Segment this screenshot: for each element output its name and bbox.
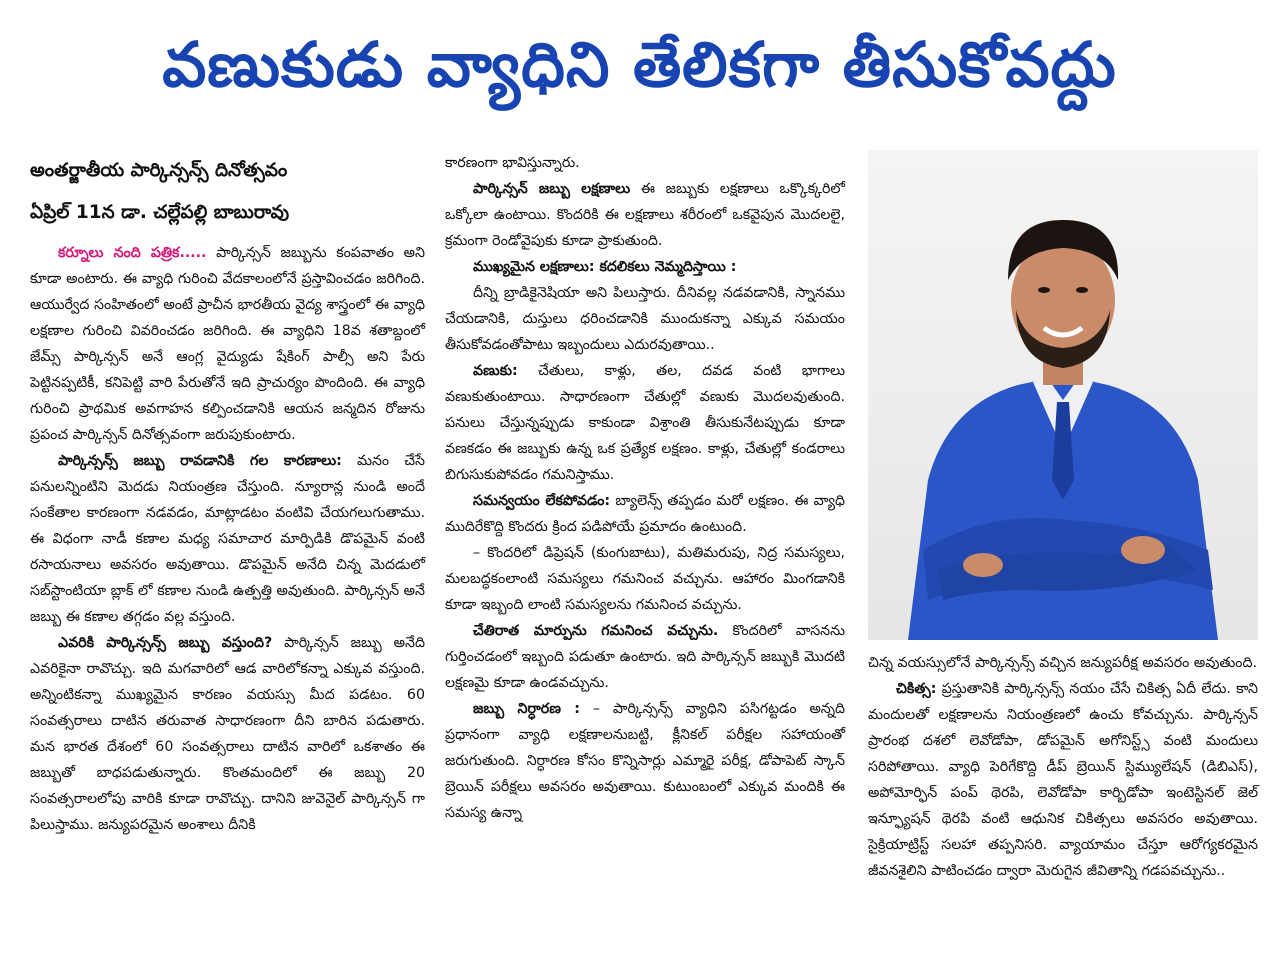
paragraph-other-symptoms: – కొందరిలో డిప్రెషన్ (కుంగుబాటు), మతిమరుపు, నిద్ర సమస్యలు, మలబద్ధకంలాంటి సమస్యలు గమనించ వచ్చును. ఆహారం మింగడానికి కూడా ఇబ్బంది లాంటి సమస్యలను గమనించ వచ్చును.: [445, 545, 845, 613]
subhead-causes: పార్కిన్సన్స్ జబ్బు రావడానికి గల కారణాలు:: [58, 453, 342, 469]
subhead-diagnosis: జబ్బు నిర్ధారణ :: [473, 701, 580, 717]
paragraph-diagnosis-text: – పార్కిన్సన్స్ వ్యాధిని పసిగట్టడం అన్నది ప్రధానంగా వ్యాధి లక్షణాలనుబట్టి, క్లీనికల్ పరీక్షల సహాయంతో జరుగుతుంది. నిర్ధారణ కోసం కొన్నిసార్లు ఎమ్మారై పరీక్ష, డోపాపెట్ స్కాన్ బ్రెయిన్ పరీక్షలు అవసరం అవుతాయి. కుటుంబంలో ఎక్కువ మందికి ఈ సమస్య ఉన్నా: [445, 701, 845, 821]
headline: వణుకుడు వ్యాధిని తేలికగా తీసుకోవద్దు: [162, 28, 1117, 101]
paragraph-intro-text: పార్కిన్సన్ జబ్బును కంపవాతం అని కూడా అంటారు. ఈ వ్యాధి గురించి వేదకాలంలోనే ప్రస్తావించడం జరిగింది. ఆయుర్వేద సంహితంలో అంటే ప్రాచీన భారతీయ వైద్య శాస్త్రంలో ఈ వ్యాధి లక్షణాల గురించి వివరించడం జరిగింది. ఈ వ్యాధిని 18వ శతాబ్దంలో జేమ్స్ పార్కిన్సన్ అనే ఆంగ్ల వైద్యుడు షేకింగ్ పాల్సీ అని పేరు పెట్టినప్పటికీ, కనిపెట్టి వారి పేరుతోనే ఇది ప్రాచుర్యం పొందింది. ఈ వ్యాధి గురించి ప్రాథమిక అవగాహన కల్పించడానికి ఆయన జన్మదిన రోజును ప్రపంచ పార్కిన్సన్ దినోత్సవంగా జరుపుకుంటారు.: [30, 245, 425, 443]
subhead-balance: సమన్వయం లేకపోవడం:: [473, 493, 611, 509]
paragraph-tremor: [445, 358, 845, 488]
subhead-who: ఎవరికి పార్కిన్సన్స్ జబ్బు వస్తుంది?: [58, 635, 273, 651]
paragraph-diagnosis: [445, 696, 845, 826]
column-3: [868, 150, 1258, 884]
doctor-photo: [868, 150, 1258, 640]
paragraph-continued: కారణంగా భావిస్తున్నారు.: [445, 155, 580, 171]
paragraph-who-text: పార్కిన్సన్ జబ్బు అనేది ఎవరికైనా రావొచ్చు. ఇది మగవారిలో ఆడ వారిలోకన్నా ఎక్కువ వస్తుంది. అన్నింటికన్నా ముఖ్యమైన కారణం వయస్సు మీద పడటం. 60 సంవత్సరాలు దాటిన తరువాత సాధారణంగా దీని బారిన పడుతారు. మన భారత దేశంలో 60 సంవత్సరాలు దాటిన వారిలో ఒకశాతం ఈ జబ్బుతో బాధపడుతున్నారు. కొంతమందిలో ఈ జబ్బు 20 సంవత్సరాలలోపు వారికి కూడా రావొచ్చు. దానిని జువెనైల్ పార్కిన్సన్ గా పిలుస్తాము. జన్యుపరమైన అంశాలు దీనికి: [30, 635, 425, 833]
doctor-portrait-illustration: [868, 150, 1258, 640]
paragraph-genetic-test: చిన్న వయస్సులోనే పార్కిన్సన్స్ వచ్చిన జన్యుపరీక్ష అవసరం అవుతుంది.: [868, 655, 1258, 671]
paragraph-intro: [30, 240, 425, 448]
paragraph-symptoms-text: ఈ జబ్బుకు లక్షణాలు ఒక్కొక్కరిలో ఒక్కోలా ఉంటాయి. కొందరికి ఈ లక్షణాలు శరీరంలో ఒకవైపున మొదలలై, క్రమంగా రెండోవైపుకు కూడా ప్రాకుతుంది.: [445, 181, 845, 249]
paragraph-bradykinesia: దీన్ని బ్రాడికైనెషియా అని పిలుస్తారు. దీనివల్ల నడవడానికి, స్నానము చేయడానికి, దుస్తులు ధరించడానికి ముందుకన్నా ఎక్కువ సమయం తీసుకోవడంతోపాటు ఇబ్బందులు ఎదురవుతాయి..: [445, 285, 845, 353]
column-1: [30, 150, 425, 838]
subhead-handwriting: చేతిరాత మార్పును గమనించ వచ్చును.: [473, 623, 719, 639]
paragraph-treatment: [868, 676, 1258, 884]
paragraph-handwriting-text: కొందరిలో వాసనను గుర్తించడంలో ఇబ్బంది పడుతూ ఉంటారు. ఇది పార్కిన్సన్ జబ్బుకి మొదటి లక్షణమై కూడా ఉండవచ్చును.: [445, 623, 845, 691]
kicker-line-2: ఏప్రిల్ 11న డా. చల్లేపల్లి బాబురావు: [30, 202, 290, 223]
paragraph-who: [30, 630, 425, 838]
paragraph-handwriting: [445, 618, 845, 696]
paragraph-causes-text: మనం చేసే పనులన్నింటిని మెదడు నియంత్రణ చేస్తుంది. న్యూరాన్ల నుండి అందే సంకేతాల కారణంగా నడవడం, మాట్లాడటం వంటివి చేయగలుగుతాము. ఈ విధంగా నాడీ కణాల మధ్య సమాచార మార్పిడికి డొపమైన్ వంటి రసాయనాలు అవసరం అవుతాయి. డొపమైన్ అనేది చిన్న మెదడులో సబ్‌స్టాంటియా బ్లాక్ లో కణాల నుండి ఉత్పత్తి అవుతుంది. పార్కిన్సన్ అనే జబ్బు ఈ కణాల తగ్గడం వల్ల వస్తుంది.: [30, 453, 425, 625]
subhead-main-symptoms: [445, 254, 845, 280]
paragraph-tremor-text: చేతులు, కాళ్లు, తల, దవడ వంటి భాగాలు వణుకుతుంటాయి. సాధారణంగా చేతుల్లో వణుకు మొదలవుతుంది. పనులు చేస్తున్నప్పుడు కాకుండా విశ్రాంతి తీసుకునేటప్పుడు కూడా వణకడం ఈ జబ్బుకు ఉన్న ఒక ప్రత్యేక లక్షణం. కాళ్లు, చేతుల్లో కండరాలు బిగుసుకుపోవడం గమనిస్తాము.: [445, 363, 845, 483]
subhead-symptoms: పార్కిన్సన్ జబ్బు లక్షణాలు: [473, 181, 631, 197]
kicker-line-1: అంతర్జాతీయ పార్కిన్సన్స్ దినోత్సవం: [30, 160, 288, 181]
paragraph-causes: [30, 448, 425, 630]
paragraph-treatment-text: ప్రస్తుతానికి పార్కిన్సన్స్ నయం చేసే చికిత్స ఏదీ లేదు. కాని మందులతో లక్షణాలను నియంత్రణలో ఉంచు కోవచ్చును. పార్కిన్సన్ ప్రారంభ దశలో లెవోడోపా, డోపమైన్ అగోనిస్ట్స్ వంటి మందులు సరిపోతాయి. వ్యాధి పెరిగేకొద్ది డీప్ బ్రెయిన్ స్టిమ్యులేషన్ (డిబిఎస్), అపోమోర్ఫిన్ పంప్ థెరపి, లెవోడోపా కార్బిడోపా ఇంటెస్టినల్ జెల్ ఇన్ఫ్యూషన్ థెరపి వంటి ఆధునిక చికిత్సలు అవసరం అవుతాయి. సైక్రియాట్రిస్ట్ సలహా తప్పనిసరి. వ్యాయామం చేస్తూ ఆరోగ్యకరమైన జీవనశైలిని పాటించడం ద్వారా మెరుగైన జీవితాన్ని గడపవచ్చును..: [868, 681, 1258, 879]
column-2: [445, 150, 845, 826]
paragraph-balance: [445, 488, 845, 540]
paragraph-symptoms: [445, 176, 845, 254]
dateline: కర్నూలు నంది పత్రిక.....: [58, 245, 207, 261]
paragraph-balance-text: బ్యాలెన్స్ తప్పడం మరో లక్షణం. ఈ వ్యాధి ముదిరేకొద్ది కొందరు క్రింద పడిపోయే ప్రమాదం ఉంటుంది.: [445, 493, 845, 535]
subhead-main-symptoms-text: ముఖ్యమైన లక్షణాలు: కదలికలు నెమ్మదిస్తాయి :: [473, 259, 737, 275]
subhead-tremor: వణుకు:: [473, 363, 518, 379]
subhead-treatment: చికిత్స:: [896, 681, 937, 697]
